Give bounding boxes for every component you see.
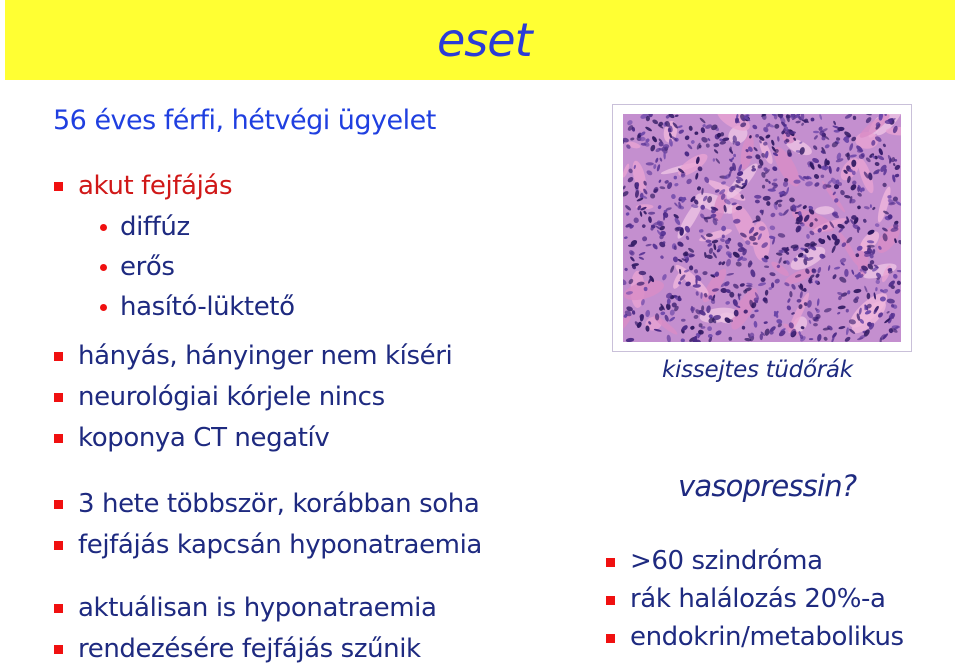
bullet-symptom-main <box>54 166 232 207</box>
current-status-list <box>54 588 436 670</box>
bullet-item: hányás, hányinger nem kíséri <box>54 336 452 377</box>
sub-bullet-item: erős <box>98 247 295 287</box>
square-bullet-icon <box>54 182 63 191</box>
square-bullet-icon <box>54 393 63 402</box>
image-caption: kissejtes tüdőrák <box>662 357 853 383</box>
square-bullet-icon <box>54 645 63 654</box>
history-list <box>54 484 482 566</box>
square-bullet-icon <box>54 604 63 613</box>
bullet-item: 3 hete többször, korábban soha <box>54 484 482 525</box>
case-subtitle: 56 éves férfi, hétvégi ügyelet <box>53 105 436 136</box>
square-bullet-icon <box>54 352 63 361</box>
square-bullet-icon <box>606 558 615 567</box>
facts-list <box>606 542 904 656</box>
square-bullet-icon <box>606 634 615 643</box>
dot-bullet-icon <box>100 264 107 271</box>
findings-list <box>54 336 452 459</box>
symptom-list <box>54 166 232 207</box>
title-banner <box>5 0 955 80</box>
question-text: vasopressin? <box>678 469 857 503</box>
bullet-item: neurológiai kórjele nincs <box>54 377 452 418</box>
histology-micrograph-icon <box>623 114 901 342</box>
bullet-item: rendezésére fejfájás szűnik <box>54 629 436 670</box>
bullet-item: koponya CT negatív <box>54 418 452 459</box>
bullet-item: endokrin/metabolikus <box>606 618 904 656</box>
bullet-item: >60 szindróma <box>606 542 904 580</box>
sub-bullet-item: hasító-lüktető <box>98 287 295 327</box>
square-bullet-icon <box>54 500 63 509</box>
bullet-item: aktuálisan is hyponatraemia <box>54 588 436 629</box>
square-bullet-icon <box>606 596 615 605</box>
square-bullet-icon <box>54 434 63 443</box>
slide-title: eset <box>437 13 532 67</box>
dot-bullet-icon <box>100 224 107 231</box>
sub-bullet-item: diffúz <box>98 207 295 247</box>
bullet-text: akut fejfájás <box>78 171 233 201</box>
dot-bullet-icon <box>100 304 107 311</box>
symptom-detail-list <box>98 207 295 327</box>
bullet-item: fejfájás kapcsán hyponatraemia <box>54 525 482 566</box>
histology-image <box>612 104 912 352</box>
bullet-item: rák halálozás 20%-a <box>606 580 904 618</box>
square-bullet-icon <box>54 541 63 550</box>
